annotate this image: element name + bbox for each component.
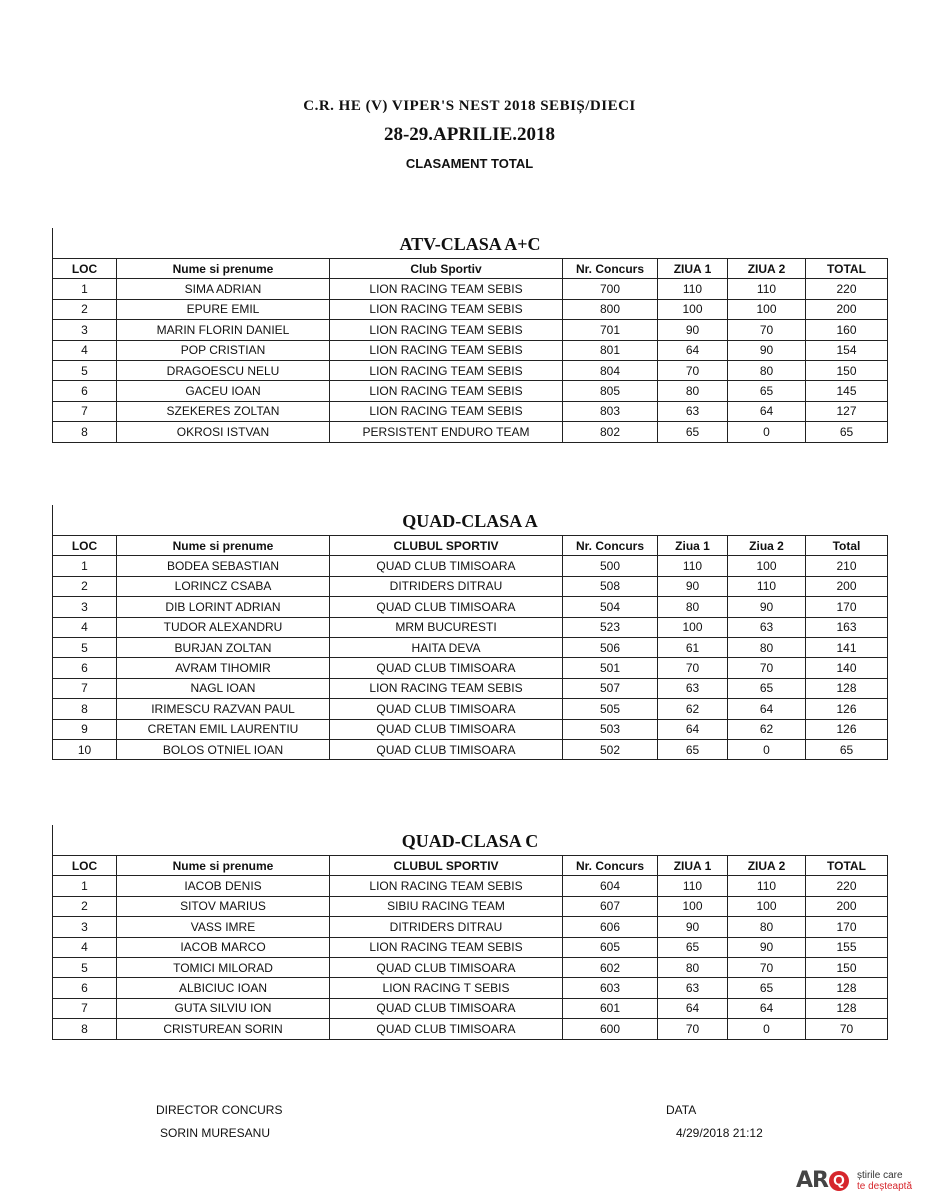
table-row xyxy=(53,556,888,576)
column-header: LOC xyxy=(53,259,117,279)
table-cell: 0 xyxy=(728,1019,806,1039)
table-cell: 502 xyxy=(563,739,658,759)
table-cell: 70 xyxy=(806,1019,888,1039)
table-cell: 5 xyxy=(53,637,117,657)
table-cell: LORINCZ CSABA xyxy=(117,576,330,596)
table-cell: 110 xyxy=(658,279,728,299)
table-cell: 504 xyxy=(563,597,658,617)
table-cell: 523 xyxy=(563,617,658,637)
table-cell: IRIMESCU RAZVAN PAUL xyxy=(117,699,330,719)
table-cell: SIMA ADRIAN xyxy=(117,279,330,299)
table-cell: QUAD CLUB TIMISOARA xyxy=(330,957,563,977)
table-cell: LION RACING TEAM SEBIS xyxy=(330,320,563,340)
table-cell: POP CRISTIAN xyxy=(117,340,330,360)
table-cell: LION RACING T SEBIS xyxy=(330,978,563,998)
table-cell: 65 xyxy=(728,381,806,401)
table-cell: 3 xyxy=(53,320,117,340)
section-title: QUAD-CLASA A xyxy=(402,511,538,531)
column-header: Nume si prenume xyxy=(117,856,330,876)
table-cell: NAGL IOAN xyxy=(117,678,330,698)
table-cell: LION RACING TEAM SEBIS xyxy=(330,340,563,360)
column-header: Nume si prenume xyxy=(117,259,330,279)
table-cell: DITRIDERS DITRAU xyxy=(330,917,563,937)
table-cell: 506 xyxy=(563,637,658,657)
section-title-wrap xyxy=(52,825,887,855)
table-cell: 70 xyxy=(728,320,806,340)
table-cell: 8 xyxy=(53,699,117,719)
column-header: ZIUA 2 xyxy=(728,856,806,876)
table-cell: 0 xyxy=(728,739,806,759)
document-subtitle: CLASAMENT TOTAL xyxy=(405,156,534,171)
table-cell: 7 xyxy=(53,678,117,698)
table-cell: 10 xyxy=(53,739,117,759)
table-cell: 110 xyxy=(658,876,728,896)
table-cell: 110 xyxy=(658,556,728,576)
table-cell: BODEA SEBASTIAN xyxy=(117,556,330,576)
table-cell: 100 xyxy=(728,299,806,319)
table-cell: 5 xyxy=(53,957,117,977)
table-cell: 150 xyxy=(806,957,888,977)
table-cell: PERSISTENT ENDURO TEAM xyxy=(330,422,563,442)
table-cell: QUAD CLUB TIMISOARA xyxy=(330,597,563,617)
table-cell: TOMICI MILORAD xyxy=(117,957,330,977)
table-cell: 100 xyxy=(658,299,728,319)
table-row xyxy=(53,699,888,719)
table-cell: 110 xyxy=(728,576,806,596)
table-cell: 61 xyxy=(658,637,728,657)
table-cell: IACOB MARCO xyxy=(117,937,330,957)
section-title-wrap xyxy=(52,228,887,258)
table-cell: 70 xyxy=(658,658,728,678)
logo-tagline xyxy=(857,1170,912,1192)
table-cell: 63 xyxy=(658,978,728,998)
column-header: ZIUA 1 xyxy=(658,259,728,279)
table-cell: 126 xyxy=(806,699,888,719)
table-cell: QUAD CLUB TIMISOARA xyxy=(330,699,563,719)
table-row xyxy=(53,381,888,401)
table-cell: 90 xyxy=(728,597,806,617)
table-cell: 4 xyxy=(53,617,117,637)
table-cell: 65 xyxy=(728,978,806,998)
table-row xyxy=(53,576,888,596)
table-cell: LION RACING TEAM SEBIS xyxy=(330,937,563,957)
table-cell: 7 xyxy=(53,401,117,421)
table-cell: 80 xyxy=(728,360,806,380)
table-row xyxy=(53,917,888,937)
table-cell: 70 xyxy=(728,957,806,977)
table-cell: 127 xyxy=(806,401,888,421)
table-cell: TUDOR ALEXANDRU xyxy=(117,617,330,637)
table-cell: LION RACING TEAM SEBIS xyxy=(330,360,563,380)
table-cell: 64 xyxy=(658,719,728,739)
table-cell: 501 xyxy=(563,658,658,678)
table-cell: 90 xyxy=(728,340,806,360)
table-row xyxy=(53,360,888,380)
table-cell: 65 xyxy=(806,422,888,442)
table-header-row xyxy=(53,259,888,279)
table-cell: 64 xyxy=(728,998,806,1018)
table-cell: 8 xyxy=(53,1019,117,1039)
table-cell: QUAD CLUB TIMISOARA xyxy=(330,998,563,1018)
table-row xyxy=(53,340,888,360)
table-cell: 163 xyxy=(806,617,888,637)
table-cell: BOLOS OTNIEL IOAN xyxy=(117,739,330,759)
logo-brand: AR xyxy=(796,1168,828,1193)
table-cell: 801 xyxy=(563,340,658,360)
table-cell: 90 xyxy=(658,320,728,340)
table-cell: 805 xyxy=(563,381,658,401)
table-cell: 90 xyxy=(728,937,806,957)
table-row xyxy=(53,896,888,916)
table-cell: ALBICIUC IOAN xyxy=(117,978,330,998)
director-label: DIRECTOR CONCURS xyxy=(156,1103,283,1117)
table-cell: SITOV MARIUS xyxy=(117,896,330,916)
table-cell: IACOB DENIS xyxy=(117,876,330,896)
section-quad-clasa-a xyxy=(52,505,887,760)
table-row xyxy=(53,719,888,739)
table-cell: 2 xyxy=(53,299,117,319)
table-cell: 701 xyxy=(563,320,658,340)
table-cell: 3 xyxy=(53,597,117,617)
table-row xyxy=(53,299,888,319)
table-cell: 70 xyxy=(658,360,728,380)
table-cell: 62 xyxy=(658,699,728,719)
table-cell: 603 xyxy=(563,978,658,998)
table-cell: 2 xyxy=(53,576,117,596)
table-cell: 803 xyxy=(563,401,658,421)
table-row xyxy=(53,422,888,442)
table-cell: 128 xyxy=(806,998,888,1018)
director-name: SORIN MURESANU xyxy=(160,1126,271,1140)
table-cell: GACEU IOAN xyxy=(117,381,330,401)
table-cell: 804 xyxy=(563,360,658,380)
section-title-wrap xyxy=(52,505,887,535)
table-cell: 503 xyxy=(563,719,658,739)
table-cell: 200 xyxy=(806,896,888,916)
table-cell: 9 xyxy=(53,719,117,739)
table-cell: 126 xyxy=(806,719,888,739)
table-cell: 100 xyxy=(658,896,728,916)
document-dates: 28-29.APRILIE.2018 xyxy=(383,124,555,145)
table-cell: AVRAM TIHOMIR xyxy=(117,658,330,678)
results-table xyxy=(52,258,888,443)
table-cell: LION RACING TEAM SEBIS xyxy=(330,279,563,299)
table-cell: 154 xyxy=(806,340,888,360)
table-cell: 63 xyxy=(728,617,806,637)
table-cell: 90 xyxy=(658,917,728,937)
table-cell: SIBIU RACING TEAM xyxy=(330,896,563,916)
table-cell: CRISTUREAN SORIN xyxy=(117,1019,330,1039)
column-header: Club Sportiv xyxy=(330,259,563,279)
table-row xyxy=(53,1019,888,1039)
table-cell: MRM BUCURESTI xyxy=(330,617,563,637)
table-cell: 65 xyxy=(806,739,888,759)
column-header: Ziua 1 xyxy=(658,536,728,556)
table-cell: 70 xyxy=(728,658,806,678)
table-cell: 170 xyxy=(806,597,888,617)
table-header-row xyxy=(53,856,888,876)
table-cell: 220 xyxy=(806,279,888,299)
table-cell: 100 xyxy=(728,896,806,916)
table-cell: SZEKERES ZOLTAN xyxy=(117,401,330,421)
table-cell: 160 xyxy=(806,320,888,340)
column-header: Total xyxy=(806,536,888,556)
table-cell: 4 xyxy=(53,937,117,957)
table-row xyxy=(53,998,888,1018)
table-cell: HAITA DEVA xyxy=(330,637,563,657)
table-cell: 90 xyxy=(658,576,728,596)
table-cell: 505 xyxy=(563,699,658,719)
table-cell: DRAGOESCU NELU xyxy=(117,360,330,380)
table-row xyxy=(53,678,888,698)
table-cell: QUAD CLUB TIMISOARA xyxy=(330,1019,563,1039)
table-cell: 8 xyxy=(53,422,117,442)
column-header: ZIUA 2 xyxy=(728,259,806,279)
table-cell: 6 xyxy=(53,658,117,678)
table-cell: 500 xyxy=(563,556,658,576)
table-cell: CRETAN EMIL LAURENTIU xyxy=(117,719,330,739)
date-label: DATA xyxy=(666,1103,697,1117)
table-cell: LION RACING TEAM SEBIS xyxy=(330,299,563,319)
table-cell: 80 xyxy=(658,381,728,401)
column-header: TOTAL xyxy=(806,856,888,876)
table-cell: LION RACING TEAM SEBIS xyxy=(330,401,563,421)
logo-tagline-line1: știrile care xyxy=(856,1169,903,1181)
table-cell: 140 xyxy=(806,658,888,678)
table-cell: 200 xyxy=(806,299,888,319)
table-cell: 604 xyxy=(563,876,658,896)
table-row xyxy=(53,279,888,299)
table-cell: 4 xyxy=(53,340,117,360)
table-cell: 64 xyxy=(728,699,806,719)
table-row xyxy=(53,597,888,617)
table-row xyxy=(53,401,888,421)
table-cell: 70 xyxy=(658,1019,728,1039)
table-cell: 802 xyxy=(563,422,658,442)
table-cell: 220 xyxy=(806,876,888,896)
table-cell: 65 xyxy=(658,739,728,759)
table-cell: 606 xyxy=(563,917,658,937)
table-cell: 64 xyxy=(658,340,728,360)
table-cell: 200 xyxy=(806,576,888,596)
table-row xyxy=(53,658,888,678)
table-cell: 145 xyxy=(806,381,888,401)
table-row xyxy=(53,978,888,998)
table-cell: 65 xyxy=(728,678,806,698)
table-cell: 1 xyxy=(53,279,117,299)
table-cell: DIB LORINT ADRIAN xyxy=(117,597,330,617)
table-cell: 110 xyxy=(728,279,806,299)
table-cell: 605 xyxy=(563,937,658,957)
arq-logo xyxy=(796,1168,912,1193)
table-cell: 110 xyxy=(728,876,806,896)
table-cell: LION RACING TEAM SEBIS xyxy=(330,381,563,401)
table-cell: 62 xyxy=(728,719,806,739)
table-cell: BURJAN ZOLTAN xyxy=(117,637,330,657)
table-cell: QUAD CLUB TIMISOARA xyxy=(330,719,563,739)
column-header: ZIUA 1 xyxy=(658,856,728,876)
table-cell: 170 xyxy=(806,917,888,937)
date-value: 4/29/2018 21:12 xyxy=(676,1126,763,1140)
table-cell: 100 xyxy=(728,556,806,576)
table-cell: 800 xyxy=(563,299,658,319)
results-table xyxy=(52,535,888,760)
table-cell: 155 xyxy=(806,937,888,957)
table-cell: 3 xyxy=(53,917,117,937)
table-cell: LION RACING TEAM SEBIS xyxy=(330,678,563,698)
section-quad-clasa-c xyxy=(52,825,887,1040)
results-table xyxy=(52,855,888,1040)
table-row xyxy=(53,617,888,637)
table-cell: LION RACING TEAM SEBIS xyxy=(330,876,563,896)
table-cell: 63 xyxy=(658,401,728,421)
table-cell: 80 xyxy=(658,597,728,617)
table-cell: QUAD CLUB TIMISOARA xyxy=(330,658,563,678)
table-cell: 700 xyxy=(563,279,658,299)
table-cell: 100 xyxy=(658,617,728,637)
table-cell: 210 xyxy=(806,556,888,576)
table-row xyxy=(53,876,888,896)
table-cell: 80 xyxy=(728,917,806,937)
table-cell: DITRIDERS DITRAU xyxy=(330,576,563,596)
section-title: QUAD-CLASA C xyxy=(401,831,539,851)
table-cell: 508 xyxy=(563,576,658,596)
table-cell: 65 xyxy=(658,422,728,442)
column-header: Nr. Concurs xyxy=(563,259,658,279)
table-cell: 80 xyxy=(728,637,806,657)
table-cell: 150 xyxy=(806,360,888,380)
logo-q-icon: Q xyxy=(829,1171,849,1191)
table-cell: 64 xyxy=(658,998,728,1018)
table-cell: 507 xyxy=(563,678,658,698)
document-title: C.R. HE (V) VIPER'S NEST 2018 SEBIȘ/DIECI xyxy=(303,98,636,114)
table-cell: EPURE EMIL xyxy=(117,299,330,319)
table-cell: 2 xyxy=(53,896,117,916)
table-cell: 600 xyxy=(563,1019,658,1039)
table-cell: 6 xyxy=(53,978,117,998)
column-header: TOTAL xyxy=(806,259,888,279)
table-cell: 602 xyxy=(563,957,658,977)
section-title: ATV-CLASA A+C xyxy=(399,234,541,254)
table-cell: 128 xyxy=(806,678,888,698)
table-cell: 63 xyxy=(658,678,728,698)
table-cell: MARIN FLORIN DANIEL xyxy=(117,320,330,340)
column-header: Ziua 2 xyxy=(728,536,806,556)
column-header: LOC xyxy=(53,536,117,556)
table-cell: 65 xyxy=(658,937,728,957)
table-row xyxy=(53,937,888,957)
table-cell: 0 xyxy=(728,422,806,442)
table-cell: 607 xyxy=(563,896,658,916)
table-cell: 141 xyxy=(806,637,888,657)
table-cell: GUTA SILVIU ION xyxy=(117,998,330,1018)
column-header: CLUBUL SPORTIV xyxy=(330,856,563,876)
table-cell: 128 xyxy=(806,978,888,998)
table-cell: 1 xyxy=(53,556,117,576)
table-row xyxy=(53,637,888,657)
table-cell: 80 xyxy=(658,957,728,977)
table-row xyxy=(53,957,888,977)
column-header: Nume si prenume xyxy=(117,536,330,556)
table-cell: 601 xyxy=(563,998,658,1018)
section-atv-clasa-ac xyxy=(52,228,887,443)
column-header: Nr. Concurs xyxy=(563,536,658,556)
table-cell: 1 xyxy=(53,876,117,896)
table-row xyxy=(53,739,888,759)
table-cell: QUAD CLUB TIMISOARA xyxy=(330,739,563,759)
column-header: LOC xyxy=(53,856,117,876)
logo-tagline-line2: te deșteaptă xyxy=(856,1180,913,1192)
table-cell: 5 xyxy=(53,360,117,380)
table-row xyxy=(53,320,888,340)
table-cell: 6 xyxy=(53,381,117,401)
table-cell: QUAD CLUB TIMISOARA xyxy=(330,556,563,576)
table-cell: 64 xyxy=(728,401,806,421)
table-cell: VASS IMRE xyxy=(117,917,330,937)
table-cell: 7 xyxy=(53,998,117,1018)
column-header: CLUBUL SPORTIV xyxy=(330,536,563,556)
table-cell: OKROSI ISTVAN xyxy=(117,422,330,442)
column-header: Nr. Concurs xyxy=(563,856,658,876)
table-header-row xyxy=(53,536,888,556)
